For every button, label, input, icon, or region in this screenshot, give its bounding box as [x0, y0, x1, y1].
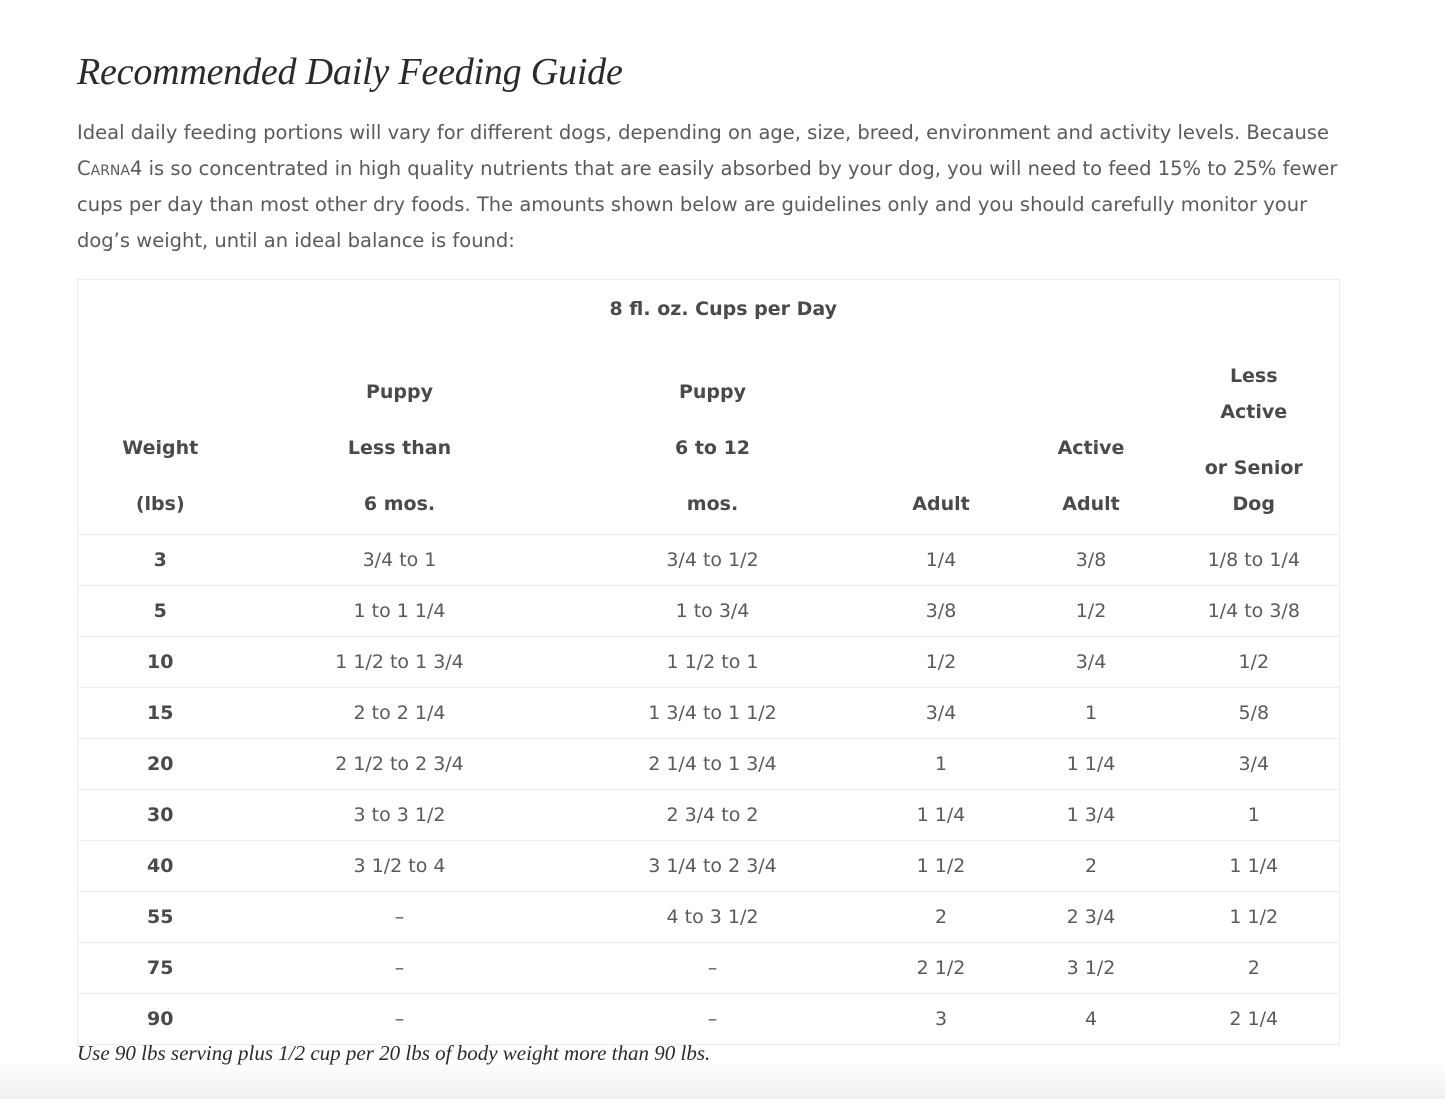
column-header-weight — [78, 338, 243, 535]
column-header-senior — [1169, 338, 1340, 535]
intro-text-2: is so concentrated in high quality nutrients that are easily absorbed by your dog, you will need to feed 15% to 25% fewer cups per day than most other dry foods. The amounts shown below are guidelines only and you should carefully monitor your dog’s weight, until an ideal balance is found: — [77, 157, 1338, 252]
header-line: Dog — [1232, 493, 1275, 515]
portion-cell: 1/2 — [1014, 586, 1169, 637]
weight-cell: 10 — [78, 637, 243, 688]
table-row — [78, 943, 1340, 994]
weight-cell: 75 — [78, 943, 243, 994]
table-row — [78, 688, 1340, 739]
portion-cell: 1 1/2 to 1 3/4 — [243, 637, 557, 688]
portion-cell: 5/8 — [1169, 688, 1340, 739]
portion-cell: 2 — [869, 892, 1014, 943]
portion-cell: 1/4 — [869, 535, 1014, 586]
portion-cell: 3/4 — [869, 688, 1014, 739]
portion-cell: 1/8 to 1/4 — [1169, 535, 1340, 586]
weight-cell: 3 — [78, 535, 243, 586]
column-header-puppy-6-12 — [557, 338, 869, 535]
column-header-adult — [869, 338, 1014, 535]
header-line: Weight — [122, 437, 199, 459]
header-line: 6 mos. — [363, 493, 436, 515]
portion-cell: – — [243, 994, 557, 1045]
portion-cell: 1 1/2 — [869, 841, 1014, 892]
column-header-active-adult — [1014, 338, 1169, 535]
table-row — [78, 586, 1340, 637]
page-title: Recommended Daily Feeding Guide — [77, 51, 623, 93]
portion-cell: – — [557, 994, 869, 1045]
weight-cell: 40 — [78, 841, 243, 892]
portion-cell: 1 — [1014, 688, 1169, 739]
portion-cell: 3/8 — [869, 586, 1014, 637]
weight-cell: 15 — [78, 688, 243, 739]
portion-cell: 2 1/2 — [869, 943, 1014, 994]
portion-cell: 2 1/2 to 2 3/4 — [243, 739, 557, 790]
column-header-puppy-under-6 — [243, 338, 557, 535]
portion-cell: 2 to 2 1/4 — [243, 688, 557, 739]
header-line: Active — [1220, 401, 1288, 423]
header-line: 6 to 12 — [674, 437, 751, 459]
portion-cell: 1/4 to 3/8 — [1169, 586, 1340, 637]
portion-cell: 3/4 to 1 — [243, 535, 557, 586]
table-row — [78, 892, 1340, 943]
portion-cell: 3 to 3 1/2 — [243, 790, 557, 841]
header-line: (lbs) — [135, 493, 185, 515]
portion-cell: 3 1/2 — [1014, 943, 1169, 994]
footnote: Use 90 lbs serving plus 1/2 cup per 20 lbs of body weight more than 90 lbs. — [77, 1041, 711, 1065]
header-line: or Senior — [1204, 457, 1303, 479]
portion-cell: 1 1/4 — [1014, 739, 1169, 790]
portion-cell: 1 to 1 1/4 — [243, 586, 557, 637]
header-line: Less than — [347, 437, 452, 459]
portion-cell: 2 — [1169, 943, 1340, 994]
portion-cell: 1 to 3/4 — [557, 586, 869, 637]
portion-cell: 2 1/4 — [1169, 994, 1340, 1045]
header-line: Adult — [912, 493, 970, 515]
table-row — [78, 739, 1340, 790]
portion-cell: 1/2 — [1169, 637, 1340, 688]
portion-cell: 1 3/4 — [1014, 790, 1169, 841]
portion-cell: 2 3/4 to 2 — [557, 790, 869, 841]
header-line: Puppy — [678, 381, 747, 403]
portion-cell: 1 — [1169, 790, 1340, 841]
intro-paragraph — [77, 115, 1339, 259]
table-row — [78, 841, 1340, 892]
portion-cell: 2 — [1014, 841, 1169, 892]
portion-cell: 1 1/2 — [1169, 892, 1340, 943]
table-caption: 8 fl. oz. Cups per Day — [609, 298, 838, 320]
portion-cell: 3 — [869, 994, 1014, 1045]
header-line: Less — [1229, 365, 1278, 387]
portion-cell: 4 — [1014, 994, 1169, 1045]
portion-cell: 3/4 — [1169, 739, 1340, 790]
portion-cell: 3 1/4 to 2 3/4 — [557, 841, 869, 892]
weight-cell: 20 — [78, 739, 243, 790]
portion-cell: – — [243, 943, 557, 994]
table-row — [78, 790, 1340, 841]
header-line: Puppy — [365, 381, 434, 403]
table-body — [78, 535, 1340, 1045]
portion-cell: 3/4 — [1014, 637, 1169, 688]
portion-cell: 4 to 3 1/2 — [557, 892, 869, 943]
brand-suffix: 4 — [129, 157, 143, 180]
weight-cell: 30 — [78, 790, 243, 841]
portion-cell: 2 3/4 — [1014, 892, 1169, 943]
portion-cell: 1 1/4 — [1169, 841, 1340, 892]
portion-cell: – — [557, 943, 869, 994]
header-line: Adult — [1062, 493, 1120, 515]
weight-cell: 55 — [78, 892, 243, 943]
portion-cell: 1 1/4 — [869, 790, 1014, 841]
table-row — [78, 994, 1340, 1045]
portion-cell: 1 — [869, 739, 1014, 790]
weight-cell: 5 — [78, 586, 243, 637]
header-line: mos. — [686, 493, 739, 515]
portion-cell: – — [243, 892, 557, 943]
header-line: Active — [1057, 437, 1125, 459]
feeding-table — [77, 279, 1340, 1045]
portion-cell: 3/8 — [1014, 535, 1169, 586]
header-spacer — [78, 280, 243, 339]
table-row — [78, 535, 1340, 586]
portion-cell: 1 3/4 to 1 1/2 — [557, 688, 869, 739]
brand-name: Carna — [77, 157, 130, 180]
portion-cell: 1/2 — [869, 637, 1014, 688]
table-row — [78, 637, 1340, 688]
portion-cell: 2 1/4 to 1 3/4 — [557, 739, 869, 790]
portion-cell: 3/4 to 1/2 — [557, 535, 869, 586]
portion-cell: 3 1/2 to 4 — [243, 841, 557, 892]
weight-cell: 90 — [78, 994, 243, 1045]
intro-text-1: Ideal daily feeding portions will vary for different dogs, depending on age, size, breed, environment and activity levels. Because — [77, 121, 1329, 144]
portion-cell: 1 1/2 to 1 — [557, 637, 869, 688]
